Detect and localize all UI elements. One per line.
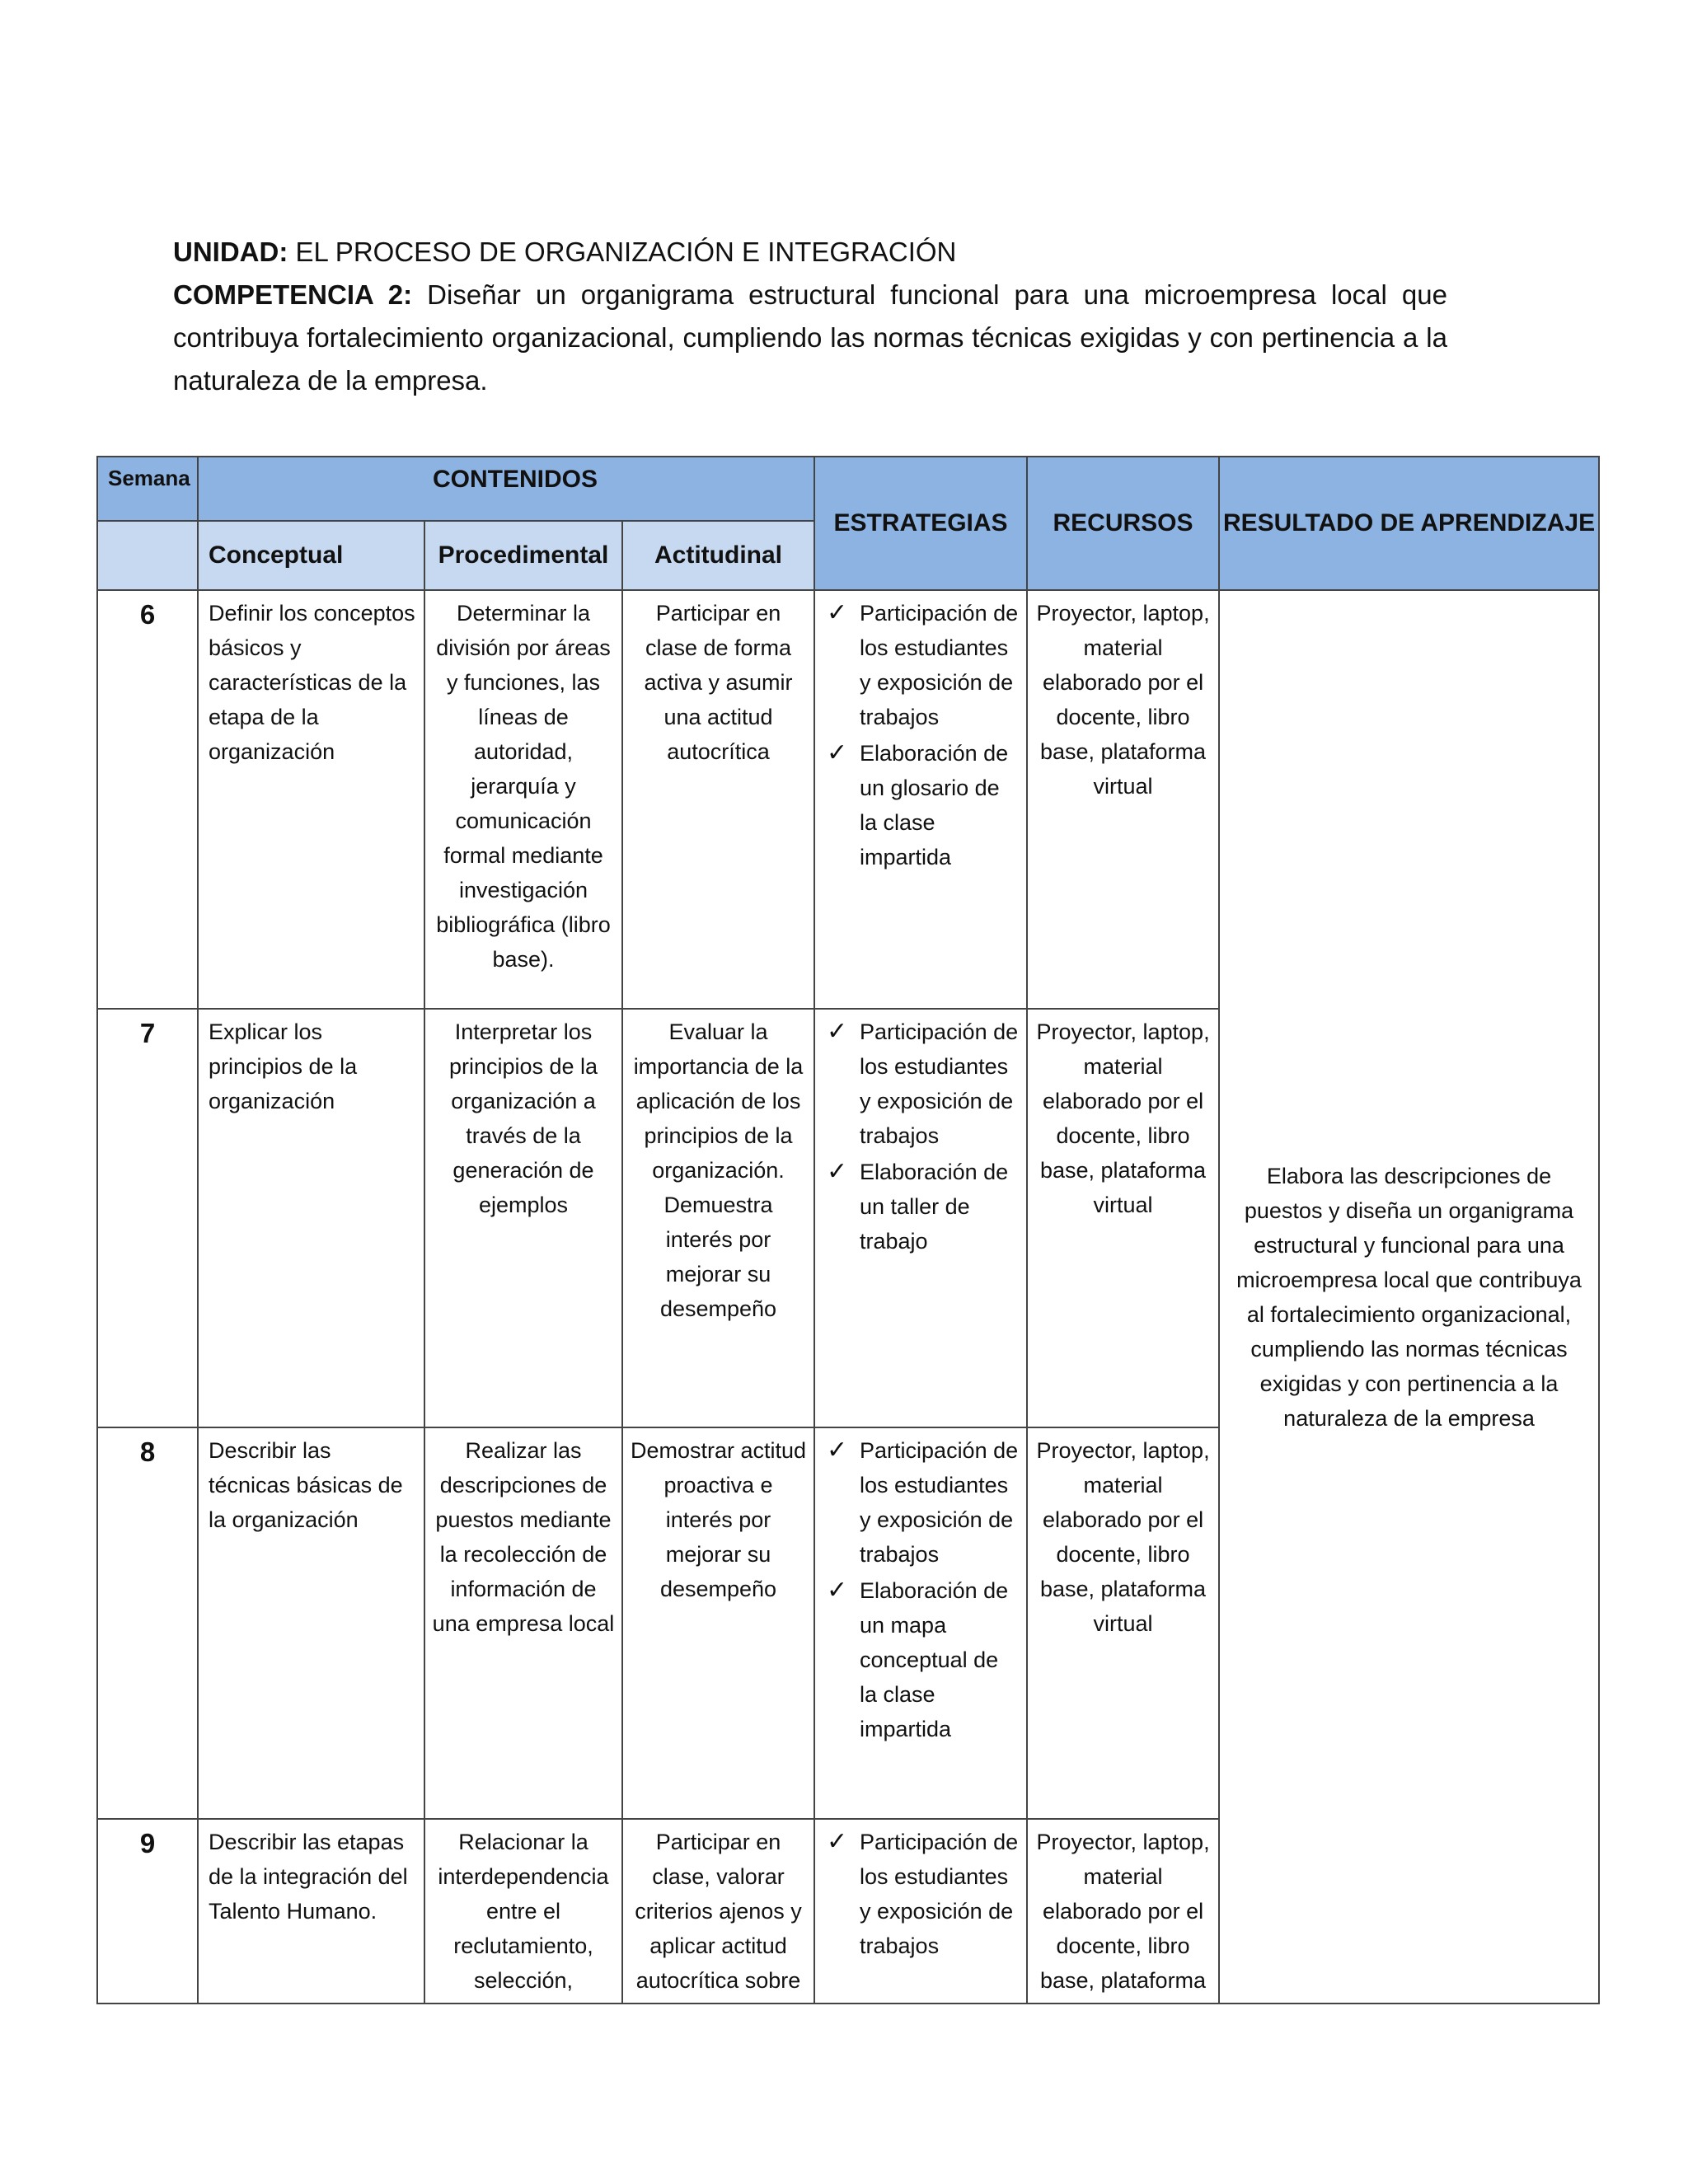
estrategias-list <box>815 1010 1026 1258</box>
competencia-text: Diseñar un organigrama estructural funcional para una microempresa local que contribuya fortalecimiento organizacional, cumpliendo las normas técnicas exigidas y con pertinencia a la naturaleza de la empresa. <box>173 279 1447 396</box>
estrategia-text: Participación de los estudiantes y exposición de trabajos <box>860 1830 1019 1958</box>
estrategia-text: Participación de los estudiantes y exposición de trabajos <box>860 601 1019 729</box>
estrategias-list <box>815 1428 1026 1746</box>
estrategia-text: Participación de los estudiantes y exposición de trabajos <box>860 1019 1019 1148</box>
competencia-label: COMPETENCIA 2: <box>173 279 413 310</box>
list-item <box>827 1015 1021 1153</box>
list-item <box>827 1433 1021 1572</box>
actitudinal-cell: Participar en clase de forma activa y asumir una actitud autocrítica <box>622 590 814 1009</box>
estrategia-text: Elaboración de un taller de trabajo <box>860 1160 1009 1254</box>
estrategia-text: Participación de los estudiantes y exposición de trabajos <box>860 1438 1019 1567</box>
estrategias-list <box>815 591 1026 874</box>
actitudinal-cell: Demostrar actitud proactiva e interés por mejorar su desempeño <box>622 1427 814 1819</box>
procedimental-cell: Relacionar la interdependencia entre el reclutamiento, selección, <box>424 1819 622 2004</box>
header-semana: Semana <box>97 457 198 521</box>
checkmark-icon: ✓ <box>827 738 848 767</box>
planning-table <box>96 456 1600 2004</box>
semana-cell: 7 <box>97 1009 198 1427</box>
procedimental-cell: Determinar la división por áreas y funciones, las líneas de autoridad, jerarquía y comunicación formal mediante investigación bibliográfica (libro base). <box>424 590 622 1009</box>
actitudinal-cell: Participar en clase, valorar criterios ajenos y aplicar actitud autocrítica sobre <box>622 1819 814 2004</box>
estrategia-text: Elaboración de un glosario de la clase impartida <box>860 741 1009 869</box>
checkmark-icon: ✓ <box>827 1576 848 1605</box>
estrategias-cell <box>814 1009 1027 1427</box>
recursos-cell: Proyector, laptop, material elaborado por el docente, libro base, plataforma virtual <box>1027 1427 1219 1819</box>
header-semana-blank <box>97 521 198 590</box>
estrategias-cell <box>814 590 1027 1009</box>
estrategias-list <box>815 1820 1026 1963</box>
unidad-label: UNIDAD: <box>173 237 288 267</box>
header-resultado: RESULTADO DE APRENDIZAJE <box>1219 457 1599 590</box>
estrategia-text: Elaboración de un mapa conceptual de la clase impartida <box>860 1578 1009 1741</box>
semana-cell: 8 <box>97 1427 198 1819</box>
recursos-cell: Proyector, laptop, material elaborado por el docente, libro base, plataforma <box>1027 1819 1219 2004</box>
unidad-text: EL PROCESO DE ORGANIZACIÓN E INTEGRACIÓN <box>288 237 957 267</box>
checkmark-icon: ✓ <box>827 1017 848 1046</box>
conceptual-cell: Explicar los principios de la organización <box>198 1009 424 1427</box>
procedimental-cell: Interpretar los principios de la organización a través de la generación de ejemplos <box>424 1009 622 1427</box>
unidad-line <box>173 231 1447 274</box>
actitudinal-cell: Evaluar la importancia de la aplicación de los principios de la organización. Demuestra interés por mejorar su desempeño <box>622 1009 814 1427</box>
header-estrategias: ESTRATEGIAS <box>814 457 1027 590</box>
semana-cell: 9 <box>97 1819 198 2004</box>
header-actitudinal: Actitudinal <box>622 521 814 590</box>
checkmark-icon: ✓ <box>827 1157 848 1186</box>
recursos-cell: Proyector, laptop, material elaborado por el docente, libro base, plataforma virtual <box>1027 590 1219 1009</box>
table-row <box>97 590 1599 1009</box>
header-contenidos: CONTENIDOS <box>198 457 814 521</box>
conceptual-cell: Describir las técnicas básicas de la organización <box>198 1427 424 1819</box>
competencia-paragraph <box>173 274 1447 402</box>
list-item <box>827 736 1021 874</box>
checkmark-icon: ✓ <box>827 1436 848 1465</box>
list-item <box>827 1155 1021 1258</box>
header-conceptual: Conceptual <box>198 521 424 590</box>
document-header <box>173 231 1447 402</box>
list-item <box>827 596 1021 734</box>
procedimental-cell: Realizar las descripciones de puestos mediante la recolección de información de una empresa local <box>424 1427 622 1819</box>
checkmark-icon: ✓ <box>827 1827 848 1856</box>
resultado-cell: Elabora las descripciones de puestos y diseña un organigrama estructural y funcional para una microempresa local que contribuya al fortalecimiento organizacional, cumpliendo las normas técnicas exigidas y con pertinencia a la naturaleza de la empresa <box>1219 590 1599 2004</box>
conceptual-cell: Definir los conceptos básicos y características de la etapa de la organización <box>198 590 424 1009</box>
recursos-cell: Proyector, laptop, material elaborado por el docente, libro base, plataforma virtual <box>1027 1009 1219 1427</box>
header-recursos: RECURSOS <box>1027 457 1219 590</box>
list-item <box>827 1573 1021 1746</box>
list-item <box>827 1825 1021 1963</box>
conceptual-cell: Describir las etapas de la integración del Talento Humano. <box>198 1819 424 2004</box>
estrategias-cell <box>814 1819 1027 2004</box>
checkmark-icon: ✓ <box>827 598 848 627</box>
estrategias-cell <box>814 1427 1027 1819</box>
semana-cell: 6 <box>97 590 198 1009</box>
header-procedimental: Procedimental <box>424 521 622 590</box>
